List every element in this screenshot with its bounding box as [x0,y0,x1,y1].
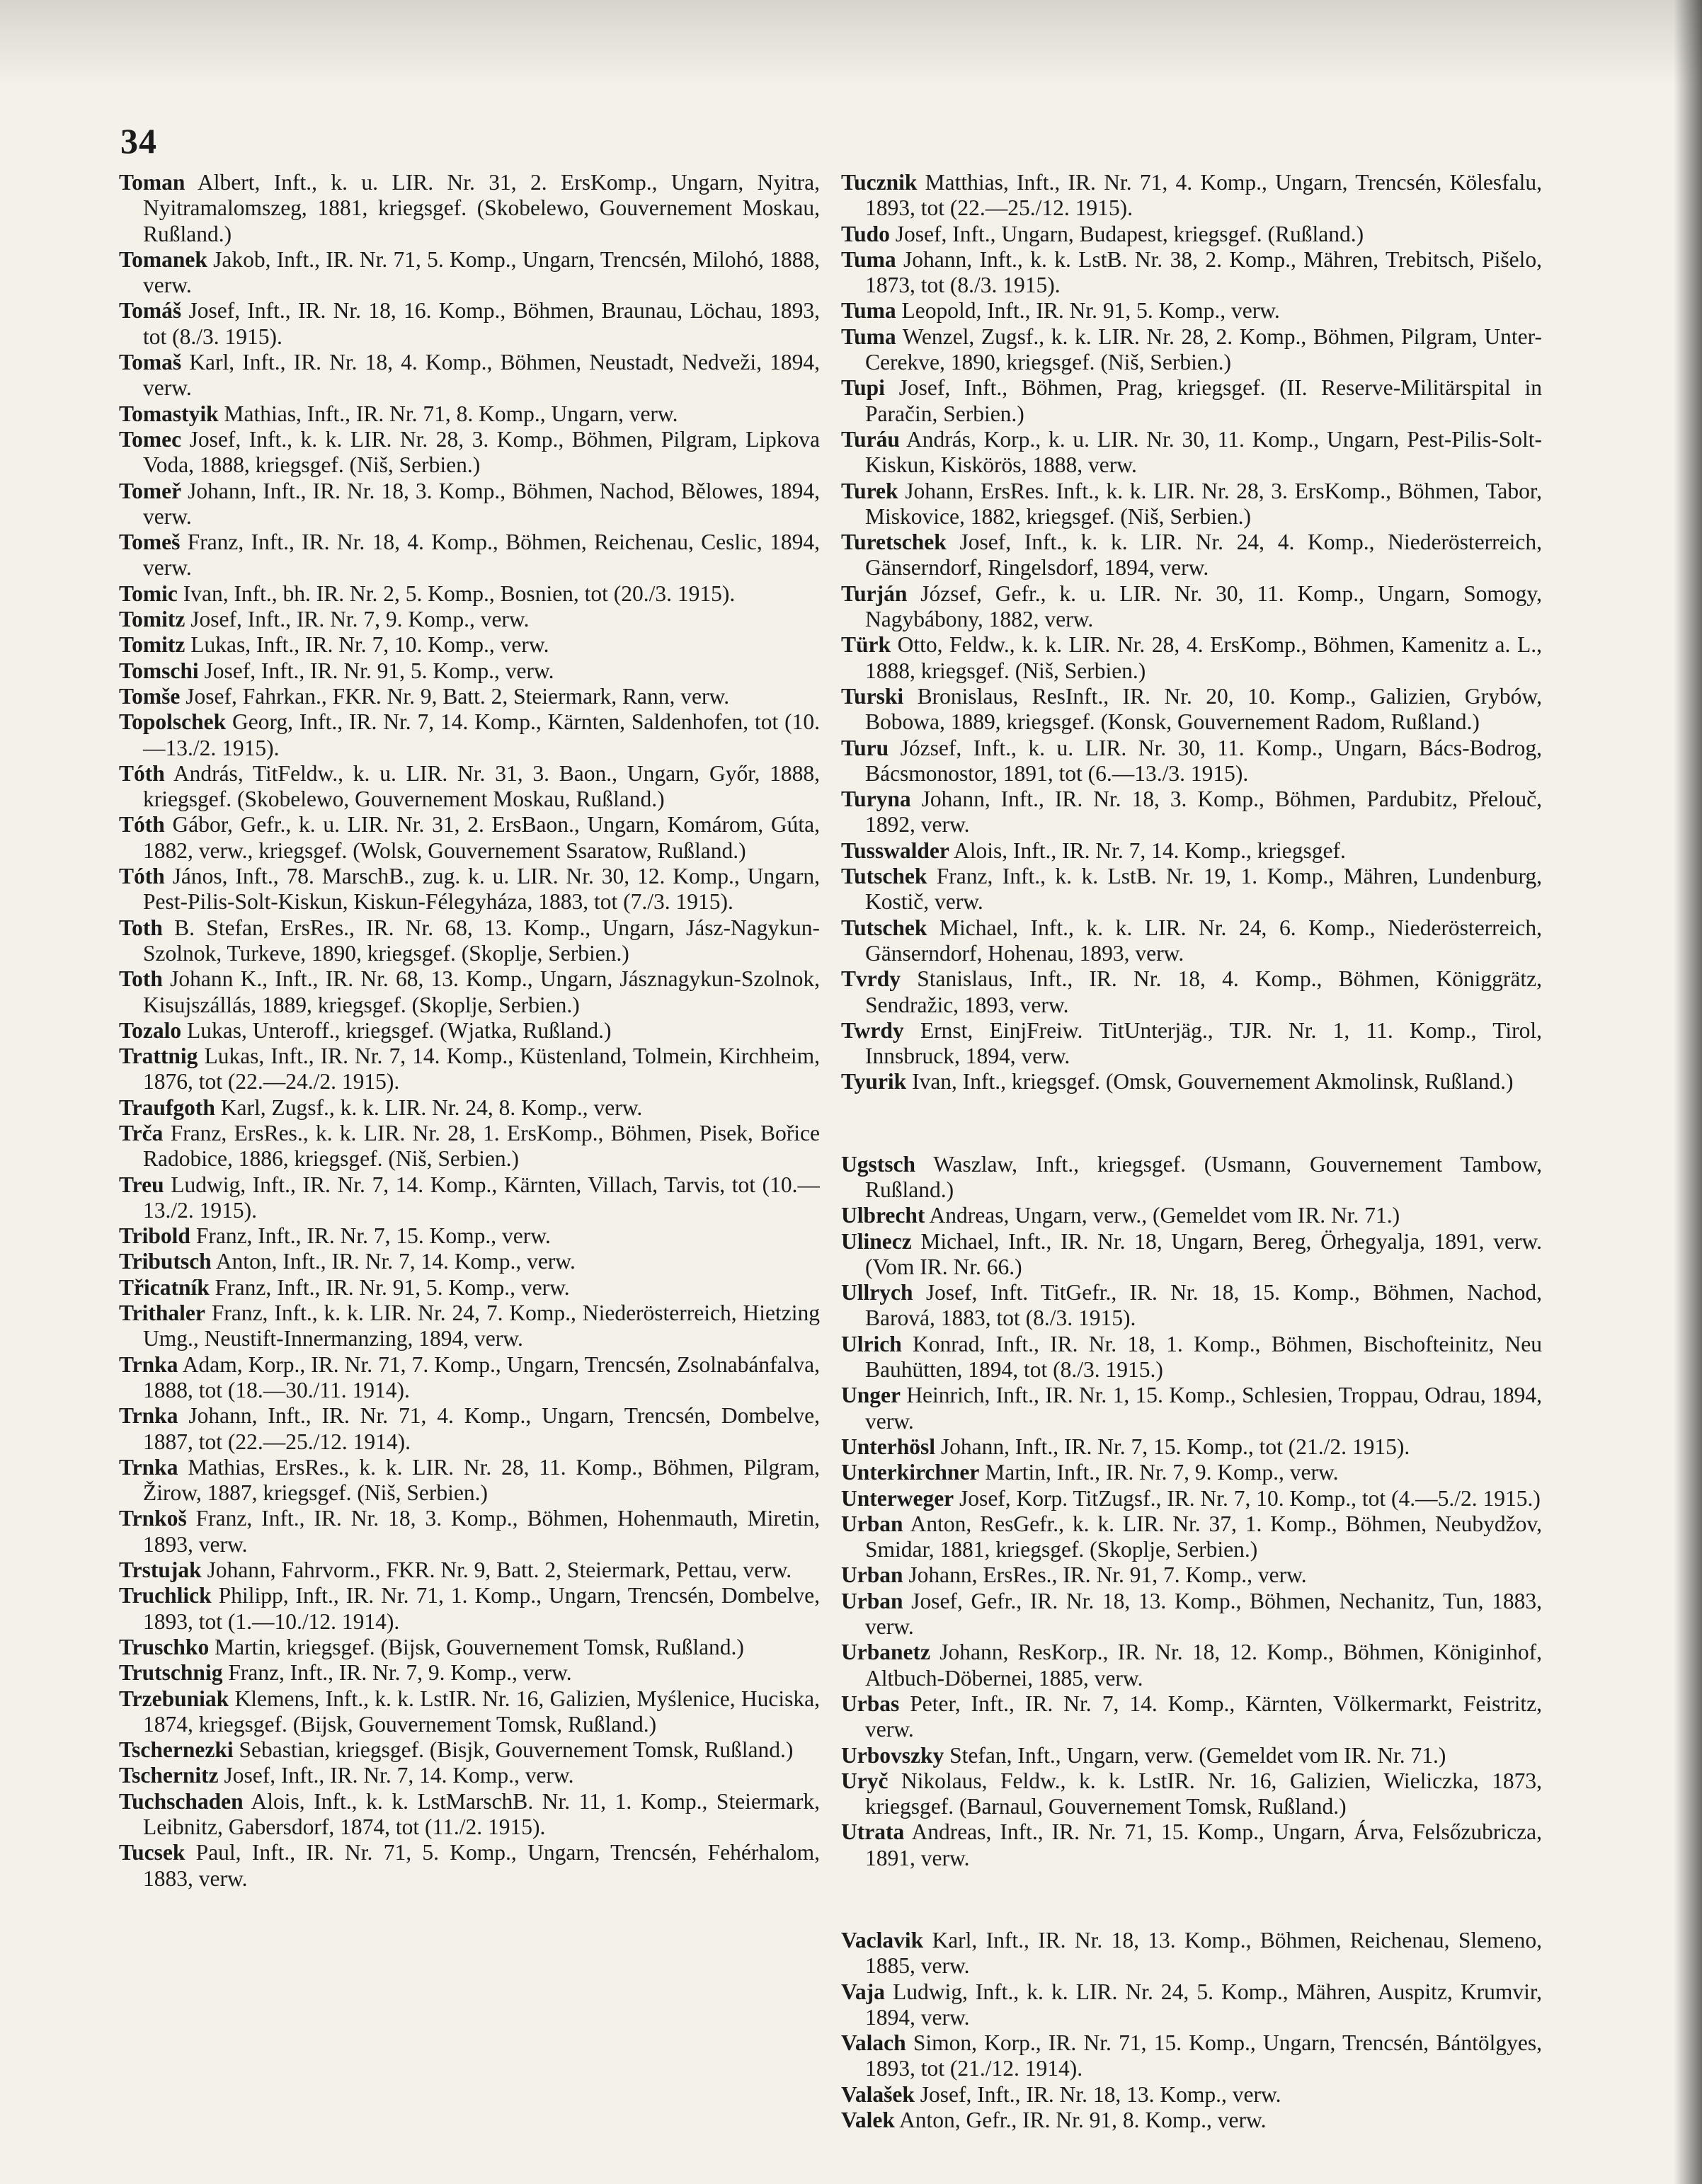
entry-surname: Tomeř [119,478,182,503]
entry-surname: Tutschek [841,915,927,940]
entry-details: Josef, Inft., IR. Nr. 18, 13. Komp., verw. [914,2081,1281,2107]
entry-surname: Turyna [841,787,911,812]
entry-surname: Tóth [119,760,165,786]
entry-surname: Trnka [119,1454,178,1480]
list-entry [841,324,1542,376]
list-entry [119,1557,820,1583]
list-entry [119,1506,820,1557]
entry-surname: Unterweger [841,1485,954,1511]
entry-details: János, Inft., 78. MarschB., zug. k. u. LIR. Nr. 30, 12. Komp., Ungarn, Pest-Pilis-Solt-Kiskun, Kiskun-Félegyháza, 1883, tot (7./3. 1915). [143,864,820,915]
entry-surname: Urban [841,1511,903,1536]
entry-details: Martin, kriegsgef. (Bijsk, Gouvernement Tomsk, Rußland.) [209,1634,744,1659]
entry-details: Johann, Inft., IR. Nr. 18, 3. Komp., Böhmen, Pardubitz, Přelouč, 1892, verw. [865,787,1542,837]
entry-surname: Trnka [119,1351,178,1377]
list-entry [119,1300,820,1352]
entry-surname: Toman [119,170,185,195]
entry-details: Bronislaus, ResInft., IR. Nr. 20, 10. Komp., Galizien, Grybów, Bobowa, 1889, kriegsgef. (Konsk, Gouvernement Radom, Rußland.) [865,683,1542,735]
entry-details: Leopold, Inft., IR. Nr. 91, 5. Komp., verw. [896,298,1280,324]
list-entry [841,1486,1542,1511]
entry-surname: Uryč [841,1768,889,1793]
entry-surname: Tomaš [119,350,182,375]
list-entry [841,375,1542,427]
entry-details: Jakob, Inft., IR. Nr. 71, 5. Komp., Ungarn, Trencsén, Milohó, 1888, verw. [143,246,820,298]
list-entry [119,1044,820,1095]
entry-surname: Tupi [841,375,885,401]
entry-surname: Truschko [119,1634,210,1659]
list-entry [841,966,1542,1018]
list-entry [841,247,1542,299]
entry-details: Peter, Inft., IR. Nr. 7, 14. Komp., Kärnten, Völkermarkt, Feistritz, verw. [865,1691,1542,1742]
list-entry [119,812,820,864]
entry-surname: Vaclavik [841,1928,924,1953]
entry-surname: Tomschi [119,658,199,683]
entry-details: Johann, Inft., IR. Nr. 18, 3. Komp., Böhmen, Nachod, Bělowes, 1894, verw. [143,478,820,529]
list-entry [841,632,1542,684]
entry-details: Johann, Inft., k. k. LstB. Nr. 38, 2. Komp., Mähren, Trebitsch, Pišelo, 1873, tot (8./3. 1915). [865,246,1542,298]
entry-surname: Tomeš [119,530,181,555]
entry-details: Stanislaus, Inft., IR. Nr. 18, 4. Komp., Böhmen, Königgrätz, Sendražic, 1893, verw. [865,966,1542,1017]
entry-details: Franz, Inft., IR. Nr. 7, 15. Komp., verw. [190,1223,551,1249]
list-entry [841,915,1542,967]
entry-details: Sebastian, kriegsgef. (Bisjk, Gouvernement Tomsk, Rußland.) [233,1737,794,1763]
entry-details: Karl, Inft., IR. Nr. 18, 13. Komp., Böhmen, Reichenau, Slemeno, 1885, verw. [865,1928,1542,1979]
entry-details: Anton, Gefr., IR. Nr. 91, 8. Komp., verw. [894,2108,1267,2133]
entry-surname: Valašek [841,2081,915,2107]
entry-surname: Ullrych [841,1280,913,1305]
list-entry [841,1928,1542,1979]
entry-surname: Unterhösl [841,1434,935,1459]
entry-surname: Trnka [119,1403,178,1429]
entry-details: Waszlaw, Inft., kriegsgef. (Usmann, Gouvernement Tambow, Rußland.) [865,1151,1542,1202]
list-entry [841,1460,1542,1485]
entry-details: Otto, Feldw., k. k. LIR. Nr. 28, 4. ErsKomp., Böhmen, Kamenitz a. L., 1888, kriegsgef. (Niš, Serbien.) [865,632,1542,683]
entry-surname: Tomitz [119,607,185,632]
entry-details: Albert, Inft., k. u. LIR. Nr. 31, 2. ErsKomp., Ungarn, Nyitra, Nyitramalomszeg, 1881, kriegsgef. (Skobelewo, Gouvernement Moskau, Rußland.) [143,170,820,246]
entry-surname: Truchlick [119,1583,212,1608]
entry-details: József, Gefr., k. u. LIR. Nr. 30, 11. Komp., Ungarn, Somogy, Nagybábony, 1882, verw. [865,581,1542,632]
entry-details: Ernst, EinjFreiw. TitUnterjäg., TJR. Nr. 1, 11. Komp., Tirol, Innsbruck, 1894, verw. [865,1017,1542,1069]
list-entry [119,966,820,1018]
list-entry [841,1229,1542,1281]
entry-details: Johann, ErsRes., IR. Nr. 91, 7. Komp., verw. [903,1562,1307,1588]
entry-details: Martin, Inft., IR. Nr. 7, 9. Komp., verw. [979,1460,1339,1485]
entry-surname: Vaja [841,1979,885,2004]
entry-surname: Tomanek [119,246,207,272]
list-entry [119,1275,820,1300]
list-entry [841,1768,1542,1820]
entry-details: Gábor, Gefr., k. u. LIR. Nr. 31, 2. ErsBaon., Ungarn, Komárom, Gúta, 1882, verw., kriegsgef. (Wolsk, Gouvernement Ssaratow, Rußland.) [143,812,820,863]
entry-details: Josef, Inft., Böhmen, Prag, kriegsgef. (II. Reserve-Militärspital in Paračin, Serbien.) [865,375,1542,426]
entry-surname: Tributsch [119,1249,212,1274]
entry-details: Alois, Inft., k. k. LstMarschB. Nr. 11, 1. Komp., Steiermark, Leibnitz, Gabersdorf, 1874, tot (11./2. 1915). [143,1788,820,1839]
entry-surname: Tschernezki [119,1737,234,1763]
list-entry [119,632,820,658]
list-entry [841,298,1542,324]
list-entry [119,1403,820,1455]
top-shading [0,0,1702,85]
entry-details: Michael, Inft., IR. Nr. 18, Ungarn, Bereg, Örhegyalja, 1891, verw. (Vom IR. Nr. 66.) [865,1228,1542,1279]
entry-surname: Tomec [119,426,182,452]
entry-surname: Trča [119,1120,164,1145]
entry-surname: Türk [841,632,891,658]
entry-details: Wenzel, Zugsf., k. k. LIR. Nr. 28, 2. Komp., Böhmen, Pilgram, Unter-Cerekve, 1890, kriegsgef. (Niš, Serbien.) [865,324,1542,375]
entry-details: Ludwig, Inft., IR. Nr. 7, 14. Komp., Kärnten, Villach, Tarvis, tot (10.—13./2. 1915). [143,1172,820,1223]
entry-surname: Toth [119,966,163,992]
entry-surname: Tucznik [841,170,918,195]
entry-surname: Tóth [119,864,165,889]
entry-surname: Trattnig [119,1044,198,1069]
list-entry [119,915,820,967]
list-entry [841,1203,1542,1228]
entry-surname: Valek [841,2108,895,2133]
entry-surname: Urban [841,1588,903,1613]
list-entry [119,761,820,813]
entry-surname: Urbas [841,1691,900,1716]
entry-details: Lukas, Unteroff., kriegsgef. (Wjatka, Rußland.) [181,1017,612,1043]
list-entry [119,170,820,247]
list-entry [119,1352,820,1404]
entry-details: Franz, ErsRes., k. k. LIR. Nr. 28, 1. ErsKomp., Böhmen, Pisek, Bořice Radobice, 1886, kriegsgef. (Niš, Serbien.) [143,1120,820,1172]
entry-details: Michael, Inft., k. k. LIR. Nr. 24, 6. Komp., Niederösterreich, Gänserndorf, Hohenau, 1893, verw. [865,915,1542,966]
list-entry [841,838,1542,864]
list-entry [119,1840,820,1892]
list-entry [841,684,1542,736]
list-entry [119,530,820,581]
entry-details: Josef, Inft., Ungarn, Budapest, kriegsgef. (Rußland.) [889,221,1364,246]
entry-surname: Toth [119,915,163,940]
list-entry [119,427,820,479]
entry-details: Josef, Inft., k. k. LIR. Nr. 24, 4. Komp., Niederösterreich, Gänserndorf, Ringelsdorf, 1894, verw. [865,530,1542,581]
entry-details: Josef, Inft., IR. Nr. 7, 14. Komp., verw. [218,1763,574,1788]
entry-details: Nikolaus, Feldw., k. k. LstIR. Nr. 16, Galizien, Wieliczka, 1873, kriegsgef. (Barnaul, Gouvernement Tomsk, Rußland.) [865,1768,1542,1819]
list-entry [119,479,820,530]
entry-surname: Tyurik [841,1069,907,1094]
list-entry [841,2082,1542,2108]
entry-details: Paul, Inft., IR. Nr. 71, 5. Komp., Ungarn, Trencsén, Fehérhalom, 1883, verw. [143,1840,820,1891]
list-entry [841,1332,1542,1383]
entry-surname: Ulbrecht [841,1203,925,1228]
list-entry [119,1583,820,1635]
section-gap [841,1871,1542,1928]
entry-surname: Tuma [841,298,896,324]
entry-surname: Trzebuniak [119,1686,229,1711]
entry-details: Simon, Korp., IR. Nr. 71, 15. Komp., Ungarn, Trencsén, Bántölgyes, 1893, tot (21./12. 1914). [865,2030,1542,2081]
right-column [841,170,1542,2173]
entry-surname: Tozalo [119,1017,182,1043]
list-entry [119,247,820,299]
entry-details: Andreas, Ungarn, verw., (Gemeldet vom IR. Nr. 71.) [925,1203,1400,1228]
entry-surname: Tvrdy [841,966,901,992]
list-entry [119,350,820,401]
entry-surname: Urbovszky [841,1742,944,1768]
entry-surname: Tribold [119,1223,190,1249]
entry-details: Heinrich, Inft., IR. Nr. 1, 15. Komp., Schlesien, Troppau, Odrau, 1894, verw. [865,1383,1542,1434]
entry-details: Josef, Inft., IR. Nr. 7, 9. Komp., verw. [185,607,530,632]
entry-surname: Tuchschaden [119,1788,244,1814]
entry-details: Anton, ResGefr., k. k. LIR. Nr. 37, 1. Komp., Böhmen, Neubydžov, Smidar, 1881, kriegsgef. (Skoplje, Serbien.) [865,1511,1542,1562]
entry-surname: Tomše [119,683,181,709]
list-entry [841,1640,1542,1691]
entry-surname: Ugstsch [841,1151,916,1177]
entry-details: Mathias, Inft., IR. Nr. 71, 8. Komp., Ungarn, verw. [218,401,678,426]
list-entry [119,581,820,607]
entry-details: Matthias, Inft., IR. Nr. 71, 4. Komp., Ungarn, Trencsén, Kölesfalu, 1893, tot (22.—25./12. 1915). [865,170,1542,221]
entry-details: Georg, Inft., IR. Nr. 7, 14. Komp., Kärnten, Saldenhofen, tot (10.—13./2. 1915). [143,709,820,760]
list-entry [841,530,1542,581]
entry-surname: Tomastyik [119,401,219,426]
entry-surname: Turski [841,683,904,709]
entry-surname: Turu [841,735,889,760]
list-entry [841,1589,1542,1640]
entry-details: Adam, Korp., IR. Nr. 71, 7. Komp., Ungarn, Trencsén, Zsolnabánfalva, 1888, tot (18.—30./11. 1914). [143,1351,820,1402]
list-entry [841,427,1542,479]
entry-surname: Valach [841,2030,906,2056]
entry-details: Franz, Inft., k. k. LIR. Nr. 24, 7. Komp., Niederösterreich, Hietzing Umg., Neustift-Innermanzing, 1894, verw. [143,1300,820,1351]
entry-details: Alois, Inft., IR. Nr. 7, 14. Komp., kriegsgef. [949,837,1346,863]
entry-details: Andreas, Inft., IR. Nr. 71, 15. Komp., Ungarn, Árva, Felsőzubricza, 1891, verw. [865,1819,1542,1870]
list-entry [841,1018,1542,1070]
list-entry [841,581,1542,633]
list-entry [841,1819,1542,1871]
entry-details: Josef, Korp. TitZugsf., IR. Nr. 7, 10. Komp., tot (4.—5./2. 1915.) [954,1485,1541,1511]
entry-details: Franz, Inft., IR. Nr. 18, 4. Komp., Böhmen, Reichenau, Ceslic, 1894, verw. [143,530,820,581]
list-entry [841,1511,1542,1563]
entry-details: Franz, Inft., IR. Nr. 18, 3. Komp., Böhmen, Hohenmauth, Miretin, 1893, verw. [143,1506,820,1557]
list-entry [119,298,820,350]
entry-surname: Tuma [841,246,896,272]
list-entry [841,1434,1542,1460]
entry-details: Johann, ErsRes. Inft., k. k. LIR. Nr. 28, 3. ErsKomp., Böhmen, Tabor, Miskovice, 1882, kriegsgef. (Niš, Serbien.) [865,478,1542,529]
entry-details: Anton, Inft., IR. Nr. 7, 14. Komp., verw. [211,1249,576,1274]
list-entry [119,1172,820,1224]
list-entry [841,479,1542,530]
entry-surname: Urbanetz [841,1640,930,1665]
list-entry [841,1383,1542,1434]
entry-details: Ivan, Inft., kriegsgef. (Omsk, Gouvernement Akmolinsk, Rußland.) [906,1069,1514,1094]
entry-details: Johann, ResKorp., IR. Nr. 18, 12. Komp., Böhmen, Königinhof, Altbuch-Döbernei, 1885, verw. [865,1640,1542,1691]
entry-details: András, Korp., k. u. LIR. Nr. 30, 11. Komp., Ungarn, Pest-Pilis-Solt-Kiskun, Kiskörös, 1888, verw. [865,426,1542,478]
entry-surname: Tucsek [119,1840,185,1865]
list-entry [841,864,1542,915]
entry-details: Johann, Inft., IR. Nr. 7, 15. Komp., tot (21./2. 1915). [935,1434,1410,1459]
entry-details: József, Inft., k. u. LIR. Nr. 30, 11. Komp., Ungarn, Bács-Bodrog, Bácsmonostor, 1891, tot (6.—13./3. 1915). [865,735,1542,786]
list-entry [841,170,1542,222]
entry-surname: Ulrich [841,1331,902,1356]
entry-details: Lukas, Inft., IR. Nr. 7, 10. Komp., verw. [185,632,549,658]
entry-details: Johann, Inft., IR. Nr. 71, 4. Komp., Ungarn, Trencsén, Dombelve, 1887, tot (22.—25./12. 1914). [143,1403,820,1454]
entry-surname: Urban [841,1562,903,1588]
list-entry [119,658,820,684]
entry-details: Josef, Inft., IR. Nr. 18, 16. Komp., Böhmen, Braunau, Löchau, 1893, tot (8./3. 1915). [143,298,820,349]
entry-details: Stefan, Inft., Ungarn, verw. (Gemeldet vom IR. Nr. 71.) [944,1742,1446,1768]
list-entry [119,1737,820,1763]
list-entry [119,607,820,632]
entry-surname: Ulinecz [841,1228,912,1254]
list-entry [119,1018,820,1044]
entry-details: Klemens, Inft., k. k. LstIR. Nr. 16, Galizien, Myślenice, Huciska, 1874, kriegsgef. (Bijsk, Gouvernement Tomsk, Rußland.) [143,1686,820,1737]
entry-surname: Twrdy [841,1017,904,1043]
entry-surname: Tomitz [119,632,185,658]
list-entry [841,1743,1542,1768]
page-number: 34 [120,121,157,161]
list-entry [841,1979,1542,2031]
entry-surname: Trnkoš [119,1506,187,1531]
entry-surname: Tutschek [841,864,927,889]
list-entry [119,1223,820,1249]
entry-surname: Tóth [119,812,165,837]
list-entry [841,1562,1542,1588]
entry-surname: Unger [841,1383,901,1408]
entry-surname: Tomic [119,581,178,606]
columns [119,170,1542,2173]
list-entry [119,1789,820,1841]
list-entry [841,222,1542,247]
entry-surname: Unterkirchner [841,1460,980,1485]
list-entry [119,1660,820,1686]
list-entry [119,401,820,427]
list-entry [119,1635,820,1660]
entry-details: B. Stefan, ErsRes., IR. Nr. 68, 13. Komp., Ungarn, Jász-Nagykun-Szolnok, Turkeve, 1890, kriegsgef. (Skoplje, Serbien.) [143,915,820,966]
entry-surname: Tschernitz [119,1763,219,1788]
list-entry [119,1455,820,1506]
list-entry [119,864,820,915]
entry-details: Franz, Inft., k. k. LstB. Nr. 19, 1. Komp., Mähren, Lundenburg, Kostič, verw. [865,864,1542,915]
entry-details: Johann K., Inft., IR. Nr. 68, 13. Komp., Ungarn, Jásznagykun-Szolnok, Kisujszállás, 1889, kriegsgef. (Skoplje, Serbien.) [143,966,820,1017]
list-entry [841,1280,1542,1332]
list-entry [841,787,1542,838]
list-entry [119,1095,820,1121]
list-entry [841,736,1542,787]
entry-details: Josef, Inft., IR. Nr. 91, 5. Komp., verw. [198,658,554,683]
entry-details: Josef, Inft., k. k. LIR. Nr. 28, 3. Komp., Böhmen, Pilgram, Lipkova Voda, 1888, kriegsgef. (Niš, Serbien.) [143,426,820,478]
entry-surname: Turetschek [841,530,947,555]
list-entry [119,1763,820,1788]
entry-details: Karl, Zugsf., k. k. LIR. Nr. 24, 8. Komp., verw. [215,1094,643,1120]
entry-details: Ludwig, Inft., k. k. LIR. Nr. 24, 5. Komp., Mähren, Auspitz, Krumvir, 1894, verw. [865,1979,1542,2030]
entry-details: Mathias, ErsRes., k. k. LIR. Nr. 28, 11. Komp., Böhmen, Pilgram, Žirow, 1887, kriegsgef. (Niš, Serbien.) [143,1454,820,1506]
entry-surname: Turáu [841,426,900,452]
entry-surname: Třicatník [119,1274,210,1300]
entry-details: Franz, Inft., IR. Nr. 91, 5. Komp., verw. [209,1274,570,1300]
page-edge-shadow [1674,0,1702,2184]
list-entry [119,1686,820,1738]
entry-details: Karl, Inft., IR. Nr. 18, 4. Komp., Böhmen, Neustadt, Nedveži, 1894, verw. [143,350,820,401]
entry-details: Josef, Fahrkan., FKR. Nr. 9, Batt. 2, Steiermark, Rann, verw. [180,683,730,709]
entry-details: Philipp, Inft., IR. Nr. 71, 1. Komp., Ungarn, Trencsén, Dombelve, 1893, tot (1.—10./12. 1914). [143,1583,820,1634]
entry-surname: Tusswalder [841,837,949,863]
entry-details: Franz, Inft., IR. Nr. 7, 9. Komp., verw. [222,1660,572,1686]
entry-surname: Tomáš [119,298,182,324]
list-entry [841,1069,1542,1094]
entry-surname: Trithaler [119,1300,205,1326]
entry-surname: Tuma [841,324,896,349]
list-entry [841,2030,1542,2082]
entry-surname: Trutschnig [119,1660,223,1686]
list-entry [119,684,820,709]
entry-details: Lukas, Inft., IR. Nr. 7, 14. Komp., Küstenland, Tolmein, Kirchheim, 1876, tot (22.—24./2. 1915). [143,1044,820,1094]
list-entry [119,1121,820,1172]
entry-details: Johann, Fahrvorm., FKR. Nr. 9, Batt. 2, Steiermark, Pettau, verw. [201,1557,792,1583]
list-entry [841,1691,1542,1743]
entry-details: András, TitFeldw., k. u. LIR. Nr. 31, 3. Baon., Ungarn, Győr, 1888, kriegsgef. (Skobelewo, Gouvernement Moskau, Rußland.) [143,760,820,812]
entry-surname: Traufgoth [119,1094,215,1120]
entry-surname: Tudo [841,221,890,246]
entry-details: Josef, Inft. TitGefr., IR. Nr. 18, 15. Komp., Böhmen, Nachod, Barová, 1883, tot (8./3. 1915). [865,1280,1542,1331]
entry-surname: Turek [841,478,898,503]
left-column [119,170,820,2173]
entry-details: Ivan, Inft., bh. IR. Nr. 2, 5. Komp., Bosnien, tot (20./3. 1915). [177,581,736,606]
section-gap [841,1095,1542,1152]
list-entry [841,1152,1542,1204]
entry-details: Konrad, Inft., IR. Nr. 18, 1. Komp., Böhmen, Bischofteinitz, Neu Bauhütten, 1894, tot (8./3. 1915.) [865,1331,1542,1383]
entry-surname: Turján [841,581,908,606]
list-entry [119,709,820,761]
entry-surname: Utrata [841,1819,905,1845]
entry-surname: Trstujak [119,1557,202,1583]
entry-details: Josef, Gefr., IR. Nr. 18, 13. Komp., Böhmen, Nechanitz, Tun, 1883, verw. [865,1588,1542,1640]
entry-surname: Topolschek [119,709,227,735]
list-entry [119,1249,820,1274]
list-entry [841,2108,1542,2133]
entry-surname: Treu [119,1172,164,1197]
